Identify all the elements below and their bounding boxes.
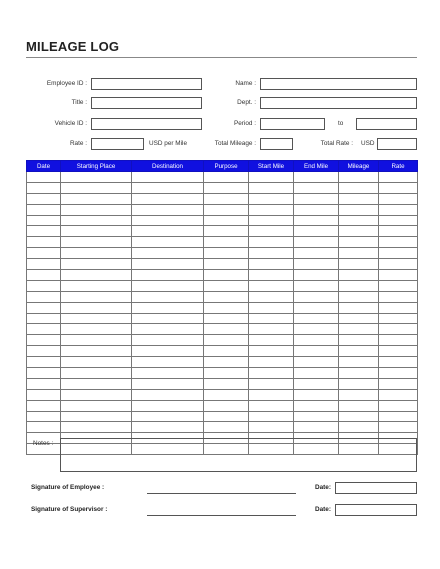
table-row	[27, 302, 418, 313]
table-cell[interactable]	[27, 270, 61, 281]
table-row	[27, 193, 418, 204]
table-cell[interactable]	[379, 204, 418, 215]
table-cell[interactable]	[204, 248, 249, 259]
table-cell[interactable]	[294, 378, 339, 389]
dept-label: Dept. :	[237, 99, 256, 106]
table-cell[interactable]	[61, 270, 132, 281]
table-row	[27, 378, 418, 389]
table-cell[interactable]	[294, 182, 339, 193]
table-cell[interactable]	[294, 324, 339, 335]
table-cell[interactable]	[249, 215, 294, 226]
table-cell[interactable]	[61, 182, 132, 193]
table-cell[interactable]	[27, 182, 61, 193]
table-cell[interactable]	[339, 172, 379, 183]
table-cell[interactable]	[61, 346, 132, 357]
table-row	[27, 313, 418, 324]
table-cell[interactable]	[61, 389, 132, 400]
table-cell[interactable]	[27, 226, 61, 237]
table-cell[interactable]	[294, 335, 339, 346]
table-cell[interactable]	[61, 193, 132, 204]
table-cell[interactable]	[339, 237, 379, 248]
table-cell[interactable]	[379, 248, 418, 259]
table-cell[interactable]	[61, 335, 132, 346]
usd-per-mile-label: USD per Mile	[149, 140, 187, 147]
table-cell[interactable]	[27, 422, 61, 433]
employee-id-field[interactable]	[91, 78, 202, 90]
table-cell[interactable]	[294, 346, 339, 357]
col-header-start-mile: Start Mile	[249, 161, 294, 172]
table-row	[27, 226, 418, 237]
table-cell[interactable]	[249, 259, 294, 270]
name-field[interactable]	[260, 78, 417, 90]
table-cell[interactable]	[379, 193, 418, 204]
table-cell[interactable]	[249, 182, 294, 193]
table-cell[interactable]	[249, 291, 294, 302]
table-cell[interactable]	[61, 215, 132, 226]
table-row	[27, 237, 418, 248]
table-cell[interactable]	[61, 422, 132, 433]
table-cell[interactable]	[61, 400, 132, 411]
page-title: MILEAGE LOG	[26, 39, 120, 54]
col-header-starting-place: Starting Place	[61, 161, 132, 172]
table-cell[interactable]	[339, 291, 379, 302]
notes-field[interactable]	[60, 438, 417, 472]
table-cell[interactable]	[249, 237, 294, 248]
table-cell[interactable]	[132, 411, 204, 422]
table-cell[interactable]	[339, 346, 379, 357]
table-cell[interactable]	[294, 204, 339, 215]
employee-date-label: Date:	[315, 484, 331, 491]
table-cell[interactable]	[249, 400, 294, 411]
total-rate-label: Total Rate :	[320, 140, 353, 147]
table-cell[interactable]	[294, 368, 339, 379]
table-cell[interactable]	[339, 368, 379, 379]
table-cell[interactable]	[249, 302, 294, 313]
table-cell[interactable]	[294, 172, 339, 183]
table-cell[interactable]	[204, 280, 249, 291]
period-start-field[interactable]	[260, 118, 325, 130]
table-cell[interactable]	[294, 389, 339, 400]
table-cell[interactable]	[379, 378, 418, 389]
table-cell[interactable]	[339, 215, 379, 226]
table-cell[interactable]	[27, 237, 61, 248]
vehicle-id-label: Vehicle ID :	[54, 120, 87, 127]
table-cell[interactable]	[27, 248, 61, 259]
table-cell[interactable]	[27, 215, 61, 226]
table-cell[interactable]	[132, 378, 204, 389]
supervisor-date-field[interactable]	[335, 504, 417, 516]
table-cell[interactable]	[204, 259, 249, 270]
table-cell[interactable]	[132, 270, 204, 281]
col-header-end-mile: End Mile	[294, 161, 339, 172]
period-to-label: to	[338, 120, 344, 127]
table-cell[interactable]	[204, 270, 249, 281]
table-cell[interactable]	[379, 215, 418, 226]
table-cell[interactable]	[132, 259, 204, 270]
table-row	[27, 259, 418, 270]
table-cell[interactable]	[27, 280, 61, 291]
table-cell[interactable]	[379, 411, 418, 422]
table-cell[interactable]	[27, 172, 61, 183]
table-row	[27, 335, 418, 346]
table-row	[27, 389, 418, 400]
table-cell[interactable]	[249, 368, 294, 379]
supervisor-signature-label: Signature of Supervisor :	[31, 506, 108, 513]
table-cell[interactable]	[379, 280, 418, 291]
table-cell[interactable]	[132, 302, 204, 313]
table-cell[interactable]	[27, 302, 61, 313]
table-row	[27, 182, 418, 193]
table-cell[interactable]	[61, 237, 132, 248]
table-cell[interactable]	[132, 215, 204, 226]
notes-label: Notes :	[33, 440, 54, 447]
table-row	[27, 215, 418, 226]
table-cell[interactable]	[379, 259, 418, 270]
employee-signature-line[interactable]	[147, 493, 296, 494]
table-cell[interactable]	[379, 313, 418, 324]
table-cell[interactable]	[294, 291, 339, 302]
title-field[interactable]	[91, 97, 202, 109]
table-cell[interactable]	[339, 357, 379, 368]
table-cell[interactable]	[379, 357, 418, 368]
table-cell[interactable]	[339, 411, 379, 422]
table-cell[interactable]	[204, 400, 249, 411]
employee-date-field[interactable]	[335, 482, 417, 494]
table-row	[27, 280, 418, 291]
table-cell[interactable]	[249, 324, 294, 335]
vehicle-id-field[interactable]	[91, 118, 202, 130]
table-cell[interactable]	[204, 389, 249, 400]
table-cell[interactable]	[132, 226, 204, 237]
col-header-date: Date	[27, 161, 61, 172]
table-cell[interactable]	[249, 357, 294, 368]
table-cell[interactable]	[204, 324, 249, 335]
table-cell[interactable]	[204, 422, 249, 433]
total-mileage-label: Total Mileage :	[214, 140, 256, 147]
table-cell[interactable]	[379, 182, 418, 193]
table-cell[interactable]	[249, 172, 294, 183]
title-label: Title :	[71, 99, 87, 106]
table-cell[interactable]	[204, 335, 249, 346]
table-cell[interactable]	[249, 389, 294, 400]
table-cell[interactable]	[379, 270, 418, 281]
table-cell[interactable]	[204, 411, 249, 422]
col-header-rate: Rate	[379, 161, 418, 172]
table-cell[interactable]	[339, 313, 379, 324]
table-cell[interactable]	[27, 346, 61, 357]
table-cell[interactable]	[61, 259, 132, 270]
table-cell[interactable]	[132, 280, 204, 291]
table-cell[interactable]	[339, 324, 379, 335]
period-end-field[interactable]	[356, 118, 417, 130]
table-cell[interactable]	[339, 280, 379, 291]
table-cell[interactable]	[27, 378, 61, 389]
table-row	[27, 204, 418, 215]
col-header-destination: Destination	[132, 161, 204, 172]
table-cell[interactable]	[204, 302, 249, 313]
table-cell[interactable]	[61, 291, 132, 302]
table-cell[interactable]	[132, 193, 204, 204]
table-row	[27, 357, 418, 368]
table-cell[interactable]	[294, 270, 339, 281]
table-cell[interactable]	[249, 313, 294, 324]
table-row	[27, 346, 418, 357]
table-row	[27, 291, 418, 302]
table-cell[interactable]	[294, 248, 339, 259]
col-header-purpose: Purpose	[204, 161, 249, 172]
table-cell[interactable]	[27, 313, 61, 324]
table-cell[interactable]	[27, 411, 61, 422]
total-rate-field[interactable]	[377, 138, 417, 150]
table-cell[interactable]	[294, 411, 339, 422]
table-cell[interactable]	[204, 291, 249, 302]
table-row	[27, 400, 418, 411]
table-cell[interactable]	[379, 172, 418, 183]
table-row	[27, 368, 418, 379]
table-cell[interactable]	[339, 248, 379, 259]
table-cell[interactable]	[249, 204, 294, 215]
dept-field[interactable]	[260, 97, 417, 109]
table-cell[interactable]	[379, 368, 418, 379]
table-cell[interactable]	[61, 378, 132, 389]
table-cell[interactable]	[132, 346, 204, 357]
col-header-mileage: Mileage	[339, 161, 379, 172]
table-cell[interactable]	[379, 335, 418, 346]
total-mileage-field[interactable]	[260, 138, 293, 150]
table-cell[interactable]	[294, 259, 339, 270]
table-cell[interactable]	[27, 259, 61, 270]
table-cell[interactable]	[204, 172, 249, 183]
employee-id-label: Employee ID :	[46, 80, 87, 87]
table-cell[interactable]	[294, 400, 339, 411]
table-cell[interactable]	[204, 313, 249, 324]
title-divider	[26, 57, 417, 58]
table-cell[interactable]	[61, 324, 132, 335]
table-cell[interactable]	[379, 291, 418, 302]
table-cell[interactable]	[132, 324, 204, 335]
table-cell[interactable]	[204, 237, 249, 248]
rate-field[interactable]	[91, 138, 144, 150]
table-cell[interactable]	[132, 400, 204, 411]
table-row	[27, 248, 418, 259]
table-cell[interactable]	[249, 378, 294, 389]
table-cell[interactable]	[249, 270, 294, 281]
table-cell[interactable]	[27, 291, 61, 302]
table-cell[interactable]	[379, 389, 418, 400]
table-cell[interactable]	[249, 346, 294, 357]
supervisor-date-label: Date:	[315, 506, 331, 513]
table-cell[interactable]	[339, 204, 379, 215]
table-cell[interactable]	[379, 226, 418, 237]
table-header-row	[27, 161, 418, 172]
table-row	[27, 172, 418, 183]
table-cell[interactable]	[339, 226, 379, 237]
table-cell[interactable]	[379, 346, 418, 357]
table-row	[27, 324, 418, 335]
table-cell[interactable]	[27, 335, 61, 346]
table-cell[interactable]	[294, 215, 339, 226]
table-cell[interactable]	[61, 226, 132, 237]
table-cell[interactable]	[339, 193, 379, 204]
table-cell[interactable]	[339, 400, 379, 411]
table-cell[interactable]	[61, 248, 132, 259]
table-cell[interactable]	[294, 237, 339, 248]
table-cell[interactable]	[27, 324, 61, 335]
table-cell[interactable]	[339, 182, 379, 193]
table-cell[interactable]	[249, 248, 294, 259]
table-cell[interactable]	[204, 182, 249, 193]
table-cell[interactable]	[249, 280, 294, 291]
table-row	[27, 411, 418, 422]
table-cell[interactable]	[249, 411, 294, 422]
table-cell[interactable]	[379, 324, 418, 335]
table-cell[interactable]	[132, 313, 204, 324]
table-cell[interactable]	[339, 422, 379, 433]
table-cell[interactable]	[132, 357, 204, 368]
table-cell[interactable]	[204, 226, 249, 237]
table-cell[interactable]	[61, 368, 132, 379]
table-cell[interactable]	[27, 204, 61, 215]
table-cell[interactable]	[132, 182, 204, 193]
table-cell[interactable]	[61, 172, 132, 183]
table-cell[interactable]	[379, 237, 418, 248]
table-cell[interactable]	[132, 172, 204, 183]
table-cell[interactable]	[204, 215, 249, 226]
table-cell[interactable]	[339, 302, 379, 313]
table-cell[interactable]	[204, 204, 249, 215]
period-label: Period :	[233, 120, 256, 127]
table-body	[27, 172, 418, 455]
table-cell[interactable]	[132, 389, 204, 400]
table-cell[interactable]	[294, 313, 339, 324]
table-cell[interactable]	[339, 335, 379, 346]
table-cell[interactable]	[61, 302, 132, 313]
usd-label: USD	[361, 140, 375, 147]
table-cell[interactable]	[27, 400, 61, 411]
supervisor-signature-line[interactable]	[147, 515, 296, 516]
table-cell[interactable]	[339, 389, 379, 400]
table-cell[interactable]	[204, 357, 249, 368]
table-cell[interactable]	[379, 400, 418, 411]
table-cell[interactable]	[132, 291, 204, 302]
table-cell[interactable]	[204, 368, 249, 379]
table-cell[interactable]	[61, 280, 132, 291]
table-cell[interactable]	[339, 378, 379, 389]
table-cell[interactable]	[204, 193, 249, 204]
table-cell[interactable]	[249, 422, 294, 433]
table-cell[interactable]	[294, 302, 339, 313]
table-cell[interactable]	[249, 335, 294, 346]
table-cell[interactable]	[132, 335, 204, 346]
table-cell[interactable]	[204, 346, 249, 357]
table-row	[27, 422, 418, 433]
table-cell[interactable]	[132, 204, 204, 215]
table-row	[27, 270, 418, 281]
table-cell[interactable]	[249, 226, 294, 237]
table-cell[interactable]	[204, 378, 249, 389]
table-cell[interactable]	[27, 368, 61, 379]
table-cell[interactable]	[339, 270, 379, 281]
table-cell[interactable]	[27, 357, 61, 368]
table-cell[interactable]	[294, 226, 339, 237]
table-cell[interactable]	[61, 204, 132, 215]
name-label: Name :	[235, 80, 256, 87]
table-cell[interactable]	[27, 389, 61, 400]
table-cell[interactable]	[27, 193, 61, 204]
table-cell[interactable]	[61, 313, 132, 324]
table-cell[interactable]	[249, 193, 294, 204]
employee-signature-label: Signature of Employee :	[31, 484, 105, 491]
table-cell[interactable]	[294, 280, 339, 291]
table-cell[interactable]	[294, 193, 339, 204]
table-cell[interactable]	[132, 422, 204, 433]
mileage-table	[26, 160, 418, 455]
table-cell[interactable]	[339, 259, 379, 270]
table-cell[interactable]	[294, 422, 339, 433]
table-cell[interactable]	[132, 248, 204, 259]
table-cell[interactable]	[132, 368, 204, 379]
table-cell[interactable]	[379, 422, 418, 433]
rate-label: Rate :	[69, 140, 87, 147]
table-cell[interactable]	[132, 237, 204, 248]
table-cell[interactable]	[379, 302, 418, 313]
table-cell[interactable]	[294, 357, 339, 368]
table-cell[interactable]	[61, 357, 132, 368]
table-cell[interactable]	[61, 411, 132, 422]
